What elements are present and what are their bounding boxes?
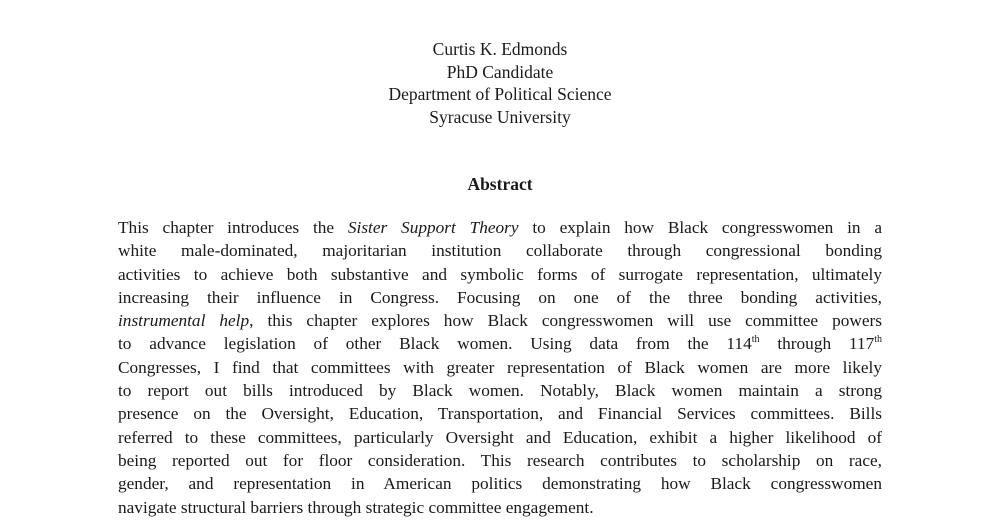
abstract-text: This chapter introduces the (118, 218, 348, 237)
abstract-line: gender, and representation in American politics demonstrating how Black congresswomen (118, 474, 882, 494)
abstract-line: referred to these committees, particularly Oversight and Education, exhibit a higher likelihood of (118, 427, 882, 447)
author-department: Department of Political Science (388, 84, 612, 104)
activity-name: instrumental help (118, 311, 250, 331)
abstract-heading: Abstract (467, 174, 533, 194)
author-name: Curtis K. Edmonds (432, 39, 568, 59)
abstract-line (118, 216, 882, 239)
ordinal-suffix: th (874, 334, 882, 346)
abstract-text: , this chapter explores how Black congresswomen will use committee powers (249, 311, 882, 331)
abstract-line: increasing their influence in Congress. Focusing on one of the three bonding activities, (118, 287, 882, 307)
abstract-line: white male-dominated, majoritarian institution collaborate through congressional bonding (118, 241, 882, 261)
author-position: PhD Candidate (446, 61, 554, 82)
abstract-line: activities to achieve both substantive and symbolic forms of surrogate representation, ultimately (118, 264, 882, 284)
author-block (0, 38, 1000, 128)
theory-name: Sister Support Theory (347, 218, 519, 237)
author-university: Syracuse University (429, 106, 571, 127)
abstract-line (118, 309, 882, 332)
abstract-line: Congresses, I find that committees with greater representation of Black women are more likely (118, 357, 882, 377)
abstract-text: through 117 (759, 334, 875, 354)
abstract-text: to explain how Black congresswomen in a (518, 218, 882, 237)
abstract-line: to report out bills introduced by Black women. Notably, Black women maintain a strong (118, 381, 882, 401)
abstract-line (118, 332, 882, 355)
abstract-text: to advance legislation of other Black women. Using data from the 114 (118, 334, 752, 354)
abstract-line: presence on the Oversight, Education, Transportation, and Financial Services committees. Bills (118, 404, 882, 424)
ordinal-suffix: th (751, 334, 760, 346)
abstract-line: navigate structural barriers through strategic committee engagement. (118, 497, 594, 517)
abstract-line: being reported out for floor consideration. This research contributes to scholarship on race, (118, 450, 882, 470)
abstract-body (118, 216, 882, 519)
